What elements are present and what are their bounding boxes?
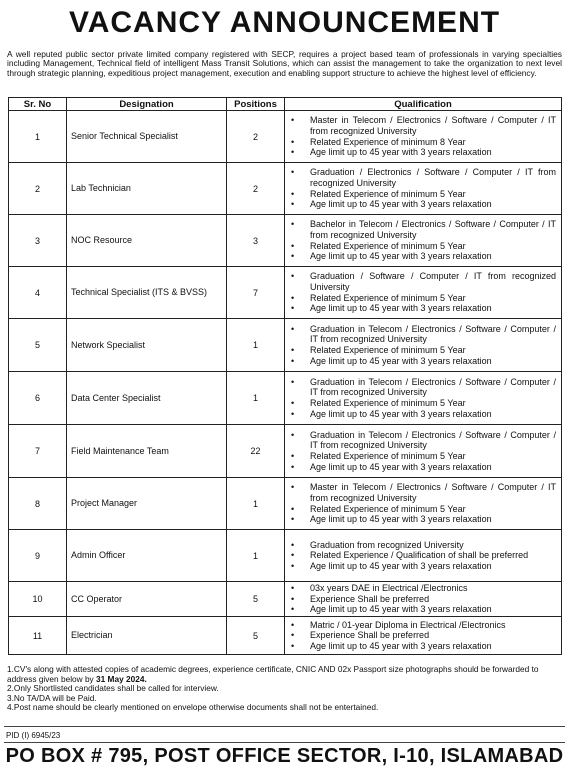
sr-no-cell: 4 [9, 267, 67, 319]
table-row [9, 319, 562, 372]
sr-no-cell: 9 [9, 530, 67, 582]
designation-cell: Admin Officer [67, 530, 227, 582]
qualification-item: • Age limit up to 45 year with 3 years relaxation [291, 561, 556, 572]
qualification-item: • Related Experience of minimum 5 Year [291, 189, 556, 200]
qualification-list [291, 115, 556, 157]
sr-no-cell: 6 [9, 372, 67, 425]
qualification-item: • Master in Telecom / Electronics / Software / Computer / IT from recognized University [291, 115, 556, 136]
qualification-item: • Age limit up to 45 year with 3 years relaxation [291, 251, 556, 262]
divider-top [4, 726, 565, 727]
qualification-item: • Age limit up to 45 year with 3 years relaxation [291, 147, 556, 158]
qualification-cell [285, 111, 562, 163]
designation-cell: Electrician [67, 617, 227, 655]
positions-cell: 2 [227, 163, 285, 215]
table-row [9, 478, 562, 530]
qualification-item: • Graduation / Electronics / Software / Computer / IT from recognized University [291, 167, 556, 188]
table-row [9, 617, 562, 655]
qualification-item: • Related Experience of minimum 5 Year [291, 398, 556, 409]
qualification-list [291, 620, 556, 652]
designation-cell: Network Specialist [67, 319, 227, 372]
positions-cell: 1 [227, 372, 285, 425]
qualification-item: • Graduation in Telecom / Electronics / Software / Computer / IT from recognized University [291, 377, 556, 398]
qualification-item: • Graduation / Software / Computer / IT from recognized University [291, 271, 556, 292]
designation-cell: Field Maintenance Team [67, 425, 227, 478]
vacancy-table [8, 97, 562, 655]
qualification-item: • Matric / 01-year Diploma in Electrical /Electronics [291, 620, 556, 631]
designation-cell: Project Manager [67, 478, 227, 530]
table-row [9, 530, 562, 582]
qualification-item: • Related Experience of minimum 8 Year [291, 137, 556, 148]
qualification-item: • Graduation in Telecom / Electronics / Software / Computer / IT from recognized University [291, 430, 556, 451]
note-4: 4.Post name should be clearly mentioned on envelope otherwise documents shall not be entertained. [7, 702, 379, 713]
table-row [9, 582, 562, 617]
header-sr-no: Sr. No [9, 98, 67, 111]
positions-cell: 22 [227, 425, 285, 478]
note-3: 3.No TA/DA will be Paid. [7, 692, 97, 703]
qualification-list [291, 324, 556, 366]
positions-cell: 1 [227, 530, 285, 582]
qualification-item: • Related Experience of minimum 5 Year [291, 504, 556, 515]
qualification-cell [285, 530, 562, 582]
qualification-item: • Master in Telecom / Electronics / Software / Computer / IT from recognized University [291, 482, 556, 503]
positions-cell: 7 [227, 267, 285, 319]
intro-paragraph: A well reputed public sector private limited company registered with SECP, requires a project based team of professionals in varying specialties including Management, Technical field of intelligent Mass Transit Solutions, which can assist the management to take the organization to next level through strategic planning, expeditious project management, execution and enabling support structure to achieve the highest level of efficiency. [7, 49, 562, 78]
qualification-item: • Age limit up to 45 year with 3 years relaxation [291, 356, 556, 367]
designation-cell: CC Operator [67, 582, 227, 617]
sr-no-cell: 3 [9, 215, 67, 267]
qualification-item: • Related Experience of minimum 5 Year [291, 345, 556, 356]
table-row [9, 111, 562, 163]
sr-no-cell: 2 [9, 163, 67, 215]
table-row [9, 163, 562, 215]
pid-number: PID (I) 6945/23 [6, 731, 61, 740]
positions-cell: 5 [227, 617, 285, 655]
sr-no-cell: 7 [9, 425, 67, 478]
designation-cell: NOC Resource [67, 215, 227, 267]
table-row [9, 372, 562, 425]
qualification-item: • Related Experience of minimum 5 Year [291, 451, 556, 462]
table-row [9, 267, 562, 319]
header-qualification: Qualification [285, 98, 562, 111]
qualification-cell [285, 582, 562, 617]
qualification-cell [285, 425, 562, 478]
qualification-item: • Age limit up to 45 year with 3 years relaxation [291, 199, 556, 210]
table-header-row [9, 98, 562, 111]
qualification-list [291, 377, 556, 419]
qualification-item: • Bachelor in Telecom / Electronics / Software / Computer / IT from recognized University [291, 219, 556, 240]
qualification-list [291, 430, 556, 472]
qualification-item: • 03x years DAE in Electrical /Electronics [291, 583, 556, 594]
qualification-cell [285, 478, 562, 530]
positions-cell: 1 [227, 478, 285, 530]
positions-cell: 3 [227, 215, 285, 267]
qualification-item: • Age limit up to 45 year with 3 years relaxation [291, 462, 556, 473]
qualification-cell [285, 617, 562, 655]
header-positions: Positions [227, 98, 285, 111]
note-1 [7, 665, 563, 684]
sr-no-cell: 11 [9, 617, 67, 655]
table-row [9, 215, 562, 267]
qualification-item: • Experience Shall be preferred [291, 594, 556, 605]
qualification-cell [285, 267, 562, 319]
qualification-list [291, 219, 556, 261]
qualification-item: • Graduation from recognized University [291, 540, 556, 551]
qualification-item: • Graduation in Telecom / Electronics / Software / Computer / IT from recognized University [291, 324, 556, 345]
sr-no-cell: 5 [9, 319, 67, 372]
positions-cell: 1 [227, 319, 285, 372]
qualification-item: • Age limit up to 45 year with 3 years relaxation [291, 303, 556, 314]
sr-no-cell: 1 [9, 111, 67, 163]
qualification-list [291, 583, 556, 615]
positions-cell: 2 [227, 111, 285, 163]
qualification-list [291, 540, 556, 572]
qualification-list [291, 482, 556, 524]
sr-no-cell: 8 [9, 478, 67, 530]
note-2: 2.Only Shortlisted candidates shall be called for interview. [7, 683, 219, 694]
qualification-item: • Experience Shall be preferred [291, 630, 556, 641]
qualification-list [291, 271, 556, 313]
qualification-cell [285, 372, 562, 425]
qualification-item: • Related Experience of minimum 5 Year [291, 241, 556, 252]
qualification-item: • Age limit up to 45 year with 3 years relaxation [291, 604, 556, 615]
qualification-cell [285, 319, 562, 372]
designation-cell: Senior Technical Specialist [67, 111, 227, 163]
sr-no-cell: 10 [9, 582, 67, 617]
qualification-cell [285, 163, 562, 215]
positions-cell: 5 [227, 582, 285, 617]
qualification-cell [285, 215, 562, 267]
po-box-address: PO BOX # 795, POST OFFICE SECTOR, I-10, ISLAMABAD [5, 745, 564, 767]
qualification-item: • Age limit up to 45 year with 3 years relaxation [291, 514, 556, 525]
notes [7, 665, 563, 713]
designation-cell: Technical Specialist (ITS & BVSS) [67, 267, 227, 319]
deadline-date: 31 May 2024. [96, 673, 147, 684]
qualification-item: • Age limit up to 45 year with 3 years relaxation [291, 641, 556, 652]
table-body [9, 111, 562, 655]
header-designation: Designation [67, 98, 227, 111]
qualification-list [291, 167, 556, 209]
qualification-item: • Related Experience of minimum 5 Year [291, 293, 556, 304]
table-row [9, 425, 562, 478]
qualification-item: • Related Experience / Qualification of shall be preferred [291, 550, 556, 561]
qualification-item: • Age limit up to 45 year with 3 years relaxation [291, 409, 556, 420]
page-title: VACANCY ANNOUNCEMENT [68, 6, 501, 39]
designation-cell: Lab Technician [67, 163, 227, 215]
designation-cell: Data Center Specialist [67, 372, 227, 425]
note-1-text: 1.CV's along with attested copies of academic degrees, experience certificate, CNIC AND 02x Passport size photographs should be forwarded to address given below by [7, 664, 539, 684]
